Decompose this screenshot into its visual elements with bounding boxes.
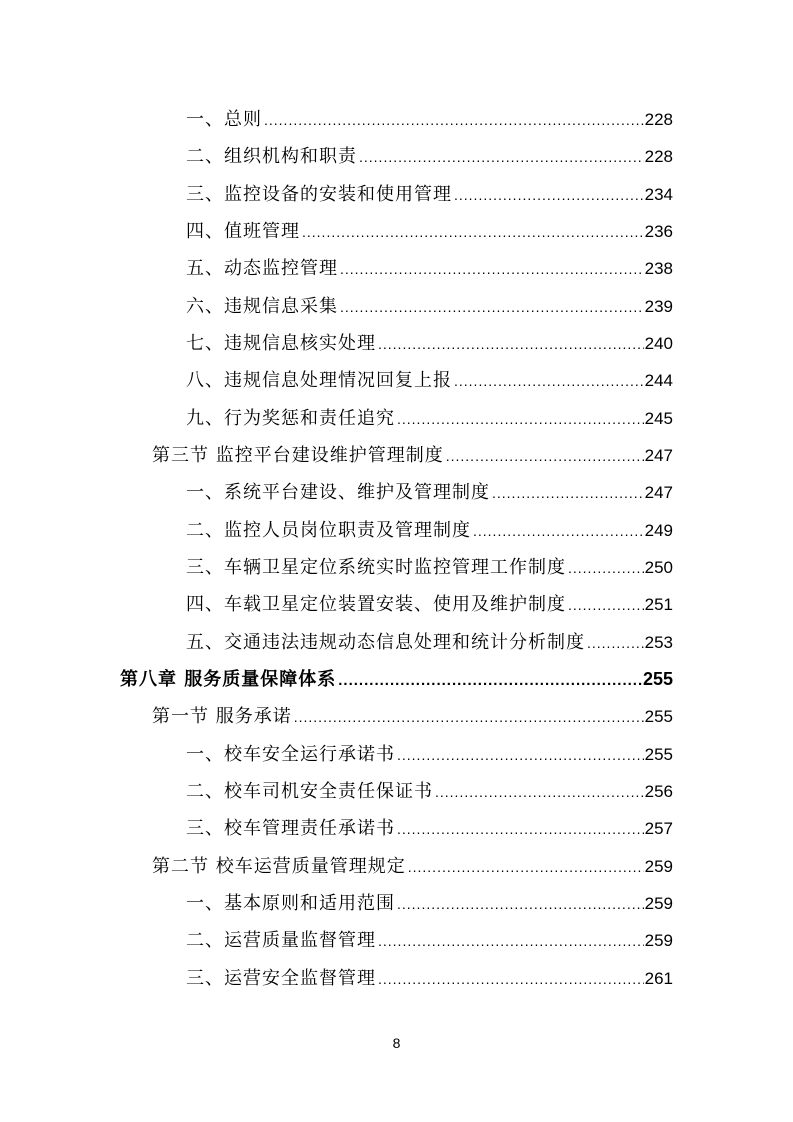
toc-entry[interactable] (186, 176, 673, 213)
toc-leader-dots (264, 102, 644, 139)
toc-entry-page: 259 (644, 857, 673, 876)
toc-entry[interactable] (186, 512, 673, 549)
toc-entry-label: 六、违规信息采集 (186, 296, 338, 317)
toc-leader-dots (473, 513, 644, 550)
toc-entry-label: 一、基本原则和适用范围 (186, 893, 395, 914)
toc-entry-label: 四、值班管理 (186, 221, 300, 242)
toc-leader-dots (492, 475, 644, 512)
toc-leader-dots (340, 289, 644, 326)
toc-entry-label: 五、交通违法违规动态信息处理和统计分析制度 (186, 632, 585, 653)
toc-entry-page: 253 (644, 633, 673, 652)
toc-entry[interactable] (186, 736, 673, 773)
toc-entry-label: 七、违规信息核实处理 (186, 333, 376, 354)
toc-leader-dots (587, 625, 644, 662)
toc-entry-page: 251 (644, 595, 673, 614)
toc-entry-label: 第三节 监控平台建设维护管理制度 (152, 445, 444, 466)
toc-leader-dots (454, 177, 644, 214)
toc-entry-page: 247 (644, 483, 673, 502)
toc-entry[interactable] (186, 624, 673, 661)
toc-entry-page: 255 (644, 745, 673, 764)
toc-entry[interactable] (186, 773, 673, 810)
toc-entry-page: 250 (644, 558, 673, 577)
toc-entry-label: 二、组织机构和职责 (186, 146, 357, 167)
toc-leader-dots (378, 326, 644, 363)
toc-section-entry[interactable] (152, 437, 673, 474)
toc-entry-page: 238 (644, 259, 673, 278)
toc-entry-label: 二、运营质量监督管理 (186, 930, 376, 951)
toc-entry-page: 249 (644, 521, 673, 540)
toc-entry-page: 257 (644, 819, 673, 838)
toc-entry-label: 九、行为奖惩和责任追究 (186, 408, 395, 429)
toc-entry-label: 五、动态监控管理 (186, 258, 338, 279)
toc-entry[interactable] (186, 586, 673, 623)
toc-entry-label: 八、违规信息处理情况回复上报 (186, 370, 452, 391)
toc-leader-dots (454, 363, 644, 400)
toc-entry-label: 一、总则 (186, 109, 262, 130)
toc-entry[interactable] (186, 325, 673, 362)
toc-leader-dots (378, 961, 644, 998)
toc-entry[interactable] (186, 288, 673, 325)
toc-entry-page: 261 (644, 969, 673, 988)
toc-entry[interactable] (186, 922, 673, 959)
toc-entry-page: 234 (644, 185, 673, 204)
toc-entry-label: 三、校车管理责任承诺书 (186, 818, 395, 839)
toc-leader-dots (359, 139, 644, 176)
toc-entry-page: 228 (644, 147, 673, 166)
toc-entry-page: 259 (644, 894, 673, 913)
toc-leader-dots (397, 811, 644, 848)
toc-entry[interactable] (186, 362, 673, 399)
toc-leader-dots (302, 214, 644, 251)
toc-section-entry[interactable] (152, 698, 673, 735)
toc-leader-dots (340, 251, 644, 288)
toc-section-entry[interactable] (152, 848, 673, 885)
toc-leader-dots (397, 886, 644, 923)
toc-leader-dots (446, 438, 644, 475)
toc-entry[interactable] (186, 213, 673, 250)
toc-entry[interactable] (186, 138, 673, 175)
toc-entry[interactable] (186, 400, 673, 437)
toc-entry-page: 228 (644, 110, 673, 129)
toc-leader-dots (397, 737, 644, 774)
toc-entry-label: 第一节 服务承诺 (152, 706, 292, 727)
toc-entry-label: 三、车辆卫星定位系统实时监控管理工作制度 (186, 557, 566, 578)
toc-entry[interactable] (186, 474, 673, 511)
toc-entry[interactable] (186, 101, 673, 138)
toc-entry[interactable] (186, 549, 673, 586)
toc-entry-label: 二、监控人员岗位职责及管理制度 (186, 520, 471, 541)
toc-entry-page: 247 (644, 446, 673, 465)
toc-entry-page: 245 (644, 409, 673, 428)
toc-entry[interactable] (186, 885, 673, 922)
toc-entry-label: 三、监控设备的安装和使用管理 (186, 184, 452, 205)
toc-entry-page: 240 (644, 334, 673, 353)
toc-leader-dots (568, 587, 644, 624)
toc-leader-dots (378, 923, 644, 960)
toc-entry-label: 二、校车司机安全责任保证书 (186, 781, 433, 802)
toc-chapter-entry[interactable] (120, 661, 673, 698)
toc-leader-dots (294, 699, 644, 736)
toc-entry[interactable] (186, 960, 673, 997)
toc-entry-page: 259 (644, 931, 673, 950)
toc-leader-dots (568, 550, 644, 587)
toc-entry-label: 一、系统平台建设、维护及管理制度 (186, 482, 490, 503)
toc-entry-label: 第二节 校车运营质量管理规定 (152, 856, 406, 877)
toc-entry-page: 239 (644, 297, 673, 316)
toc-entry-label: 三、运营安全监督管理 (186, 968, 376, 989)
toc-leader-dots (408, 849, 644, 886)
toc-entry-page: 236 (644, 222, 673, 241)
toc-entry[interactable] (186, 810, 673, 847)
toc-leader-dots (397, 401, 644, 438)
toc-entry-label: 四、车载卫星定位装置安装、使用及维护制度 (186, 594, 566, 615)
toc-leader-dots (435, 774, 644, 811)
toc-entry-page: 244 (644, 371, 673, 390)
toc-entry-page: 255 (642, 669, 673, 689)
toc-entry-label: 一、校车安全运行承诺书 (186, 744, 395, 765)
toc-leader-dots (338, 662, 642, 699)
toc-entry-page: 255 (644, 707, 673, 726)
page-number: 8 (392, 1035, 401, 1051)
toc-entry-page: 256 (644, 782, 673, 801)
toc-entry[interactable] (186, 250, 673, 287)
toc-entry-label: 第八章 服务质量保障体系 (120, 669, 337, 690)
